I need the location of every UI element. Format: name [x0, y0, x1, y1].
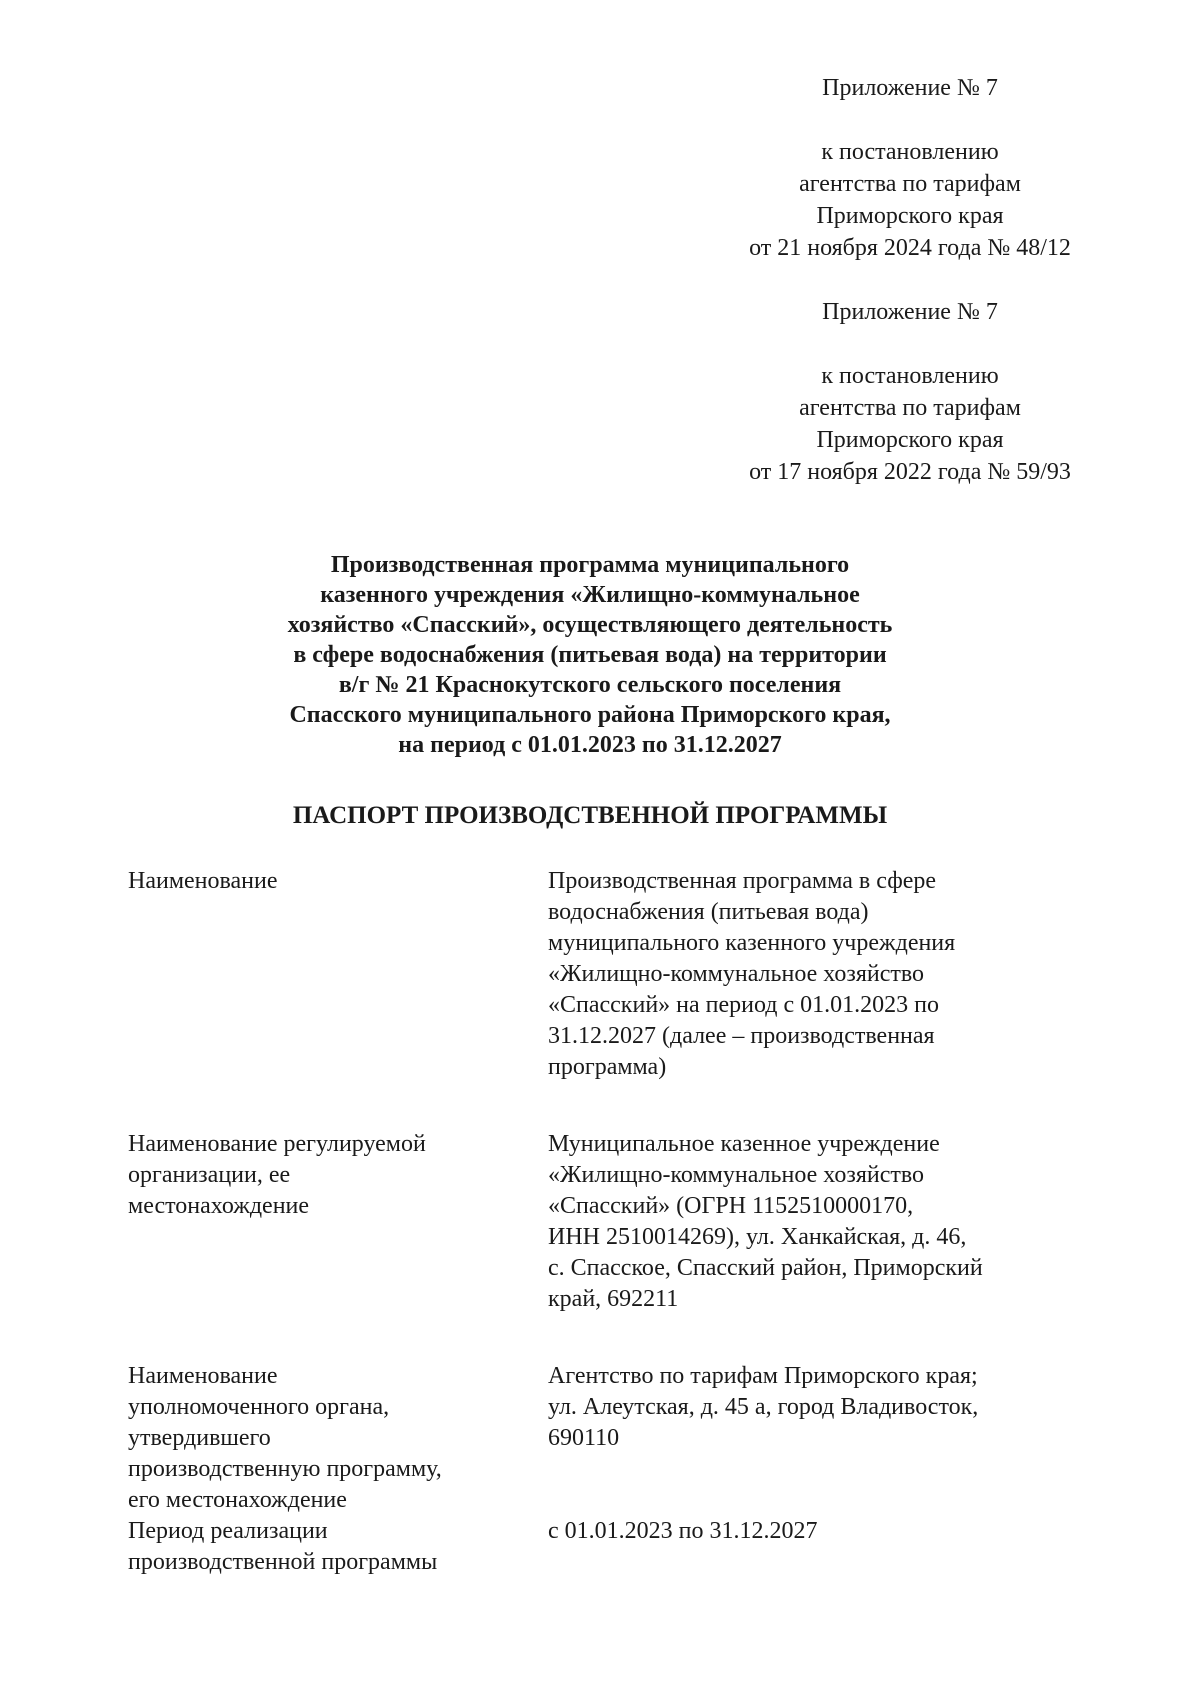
passport-table	[128, 866, 1088, 1578]
label-line: Наименование	[128, 1363, 278, 1389]
title-line: на период с 01.01.2023 по 31.12.2027	[398, 732, 782, 758]
value-line: «Жилищно-коммунальное хозяйство	[548, 1162, 925, 1188]
label-line: его местонахождение	[128, 1487, 347, 1513]
row-value	[548, 866, 1088, 1083]
passport-row-name	[128, 866, 1088, 1083]
title-line: в сфере водоснабжения (питьевая вода) на территории	[293, 642, 887, 668]
value-line: «Спасский» (ОГРН 1152510000170,	[548, 1193, 914, 1219]
passport-heading: ПАСПОРТ ПРОИЗВОДСТВЕННОЙ ПРОГРАММЫ	[292, 802, 888, 829]
value-line: «Спасский» на период с 01.01.2023 по	[548, 992, 940, 1018]
row-value	[548, 1361, 1088, 1516]
row-label	[128, 866, 548, 1083]
value-line: программа)	[548, 1054, 667, 1080]
appendix-line: Приморского края	[816, 427, 1004, 453]
appendix-line: к постановлению	[821, 363, 999, 389]
appendix-line: к постановлению	[821, 139, 999, 165]
appendix-line: Приморского края	[816, 203, 1004, 229]
label-line: местонахождение	[128, 1193, 310, 1219]
spacer	[700, 104, 1120, 136]
appendix-line: от 17 ноября 2022 года № 59/93	[749, 459, 1071, 485]
label-line: производственную программу,	[128, 1456, 442, 1482]
appendix-label: Приложение № 7	[822, 299, 998, 325]
row-label	[128, 1361, 548, 1516]
appendix-block-current	[700, 72, 1120, 264]
value-line: Производственная программа в сфере	[548, 868, 937, 894]
title-line: хозяйство «Спасский», осуществляющего деятельность	[287, 612, 893, 638]
appendix-line: агентства по тарифам	[799, 395, 1021, 421]
row-value	[548, 1516, 1088, 1578]
value-line: с. Спасское, Спасский район, Приморский	[548, 1255, 983, 1281]
spacer	[700, 328, 1120, 360]
value-line: 690110	[548, 1425, 620, 1451]
value-line: с 01.01.2023 по 31.12.2027	[548, 1518, 818, 1544]
value-line: ул. Алеутская, д. 45 а, город Владивосток,	[548, 1394, 979, 1420]
value-line: край, 692211	[548, 1286, 679, 1312]
row-label	[128, 1516, 548, 1578]
appendix-block-previous	[700, 296, 1120, 488]
passport-row-organization	[128, 1129, 1088, 1315]
label-line: утвердившего	[128, 1425, 271, 1451]
label-line: организации, ее	[128, 1162, 291, 1188]
value-line: муниципального казенного учреждения	[548, 930, 956, 956]
passport-row-authority	[128, 1361, 1088, 1516]
title-line: казенного учреждения «Жилищно-коммунальное	[320, 582, 860, 608]
title-line: Производственная программа муниципального	[330, 552, 850, 578]
title-line: Спасского муниципального района Приморского края,	[289, 702, 891, 728]
passport-row-period	[128, 1516, 1088, 1578]
value-line: Агентство по тарифам Приморского края;	[548, 1363, 978, 1389]
value-line: 31.12.2027 (далее – производственная	[548, 1023, 935, 1049]
value-line: водоснабжения (питьевая вода)	[548, 899, 869, 925]
row-value	[548, 1129, 1088, 1315]
label-line: производственной программы	[128, 1549, 438, 1575]
label-line: Наименование	[128, 868, 278, 894]
value-line: «Жилищно-коммунальное хозяйство	[548, 961, 925, 987]
title-line: в/г № 21 Краснокутского сельского поселения	[338, 672, 842, 698]
row-label	[128, 1129, 548, 1315]
appendix-label: Приложение № 7	[822, 75, 998, 101]
appendix-line: агентства по тарифам	[799, 171, 1021, 197]
label-line: уполномоченного органа,	[128, 1394, 390, 1420]
document-title	[140, 550, 1040, 760]
label-line: Период реализации	[128, 1518, 328, 1544]
label-line: Наименование регулируемой	[128, 1131, 426, 1157]
value-line: ИНН 2510014269), ул. Ханкайская, д. 46,	[548, 1224, 967, 1250]
value-line: Муниципальное казенное учреждение	[548, 1131, 940, 1157]
appendix-line: от 21 ноября 2024 года № 48/12	[749, 235, 1071, 261]
